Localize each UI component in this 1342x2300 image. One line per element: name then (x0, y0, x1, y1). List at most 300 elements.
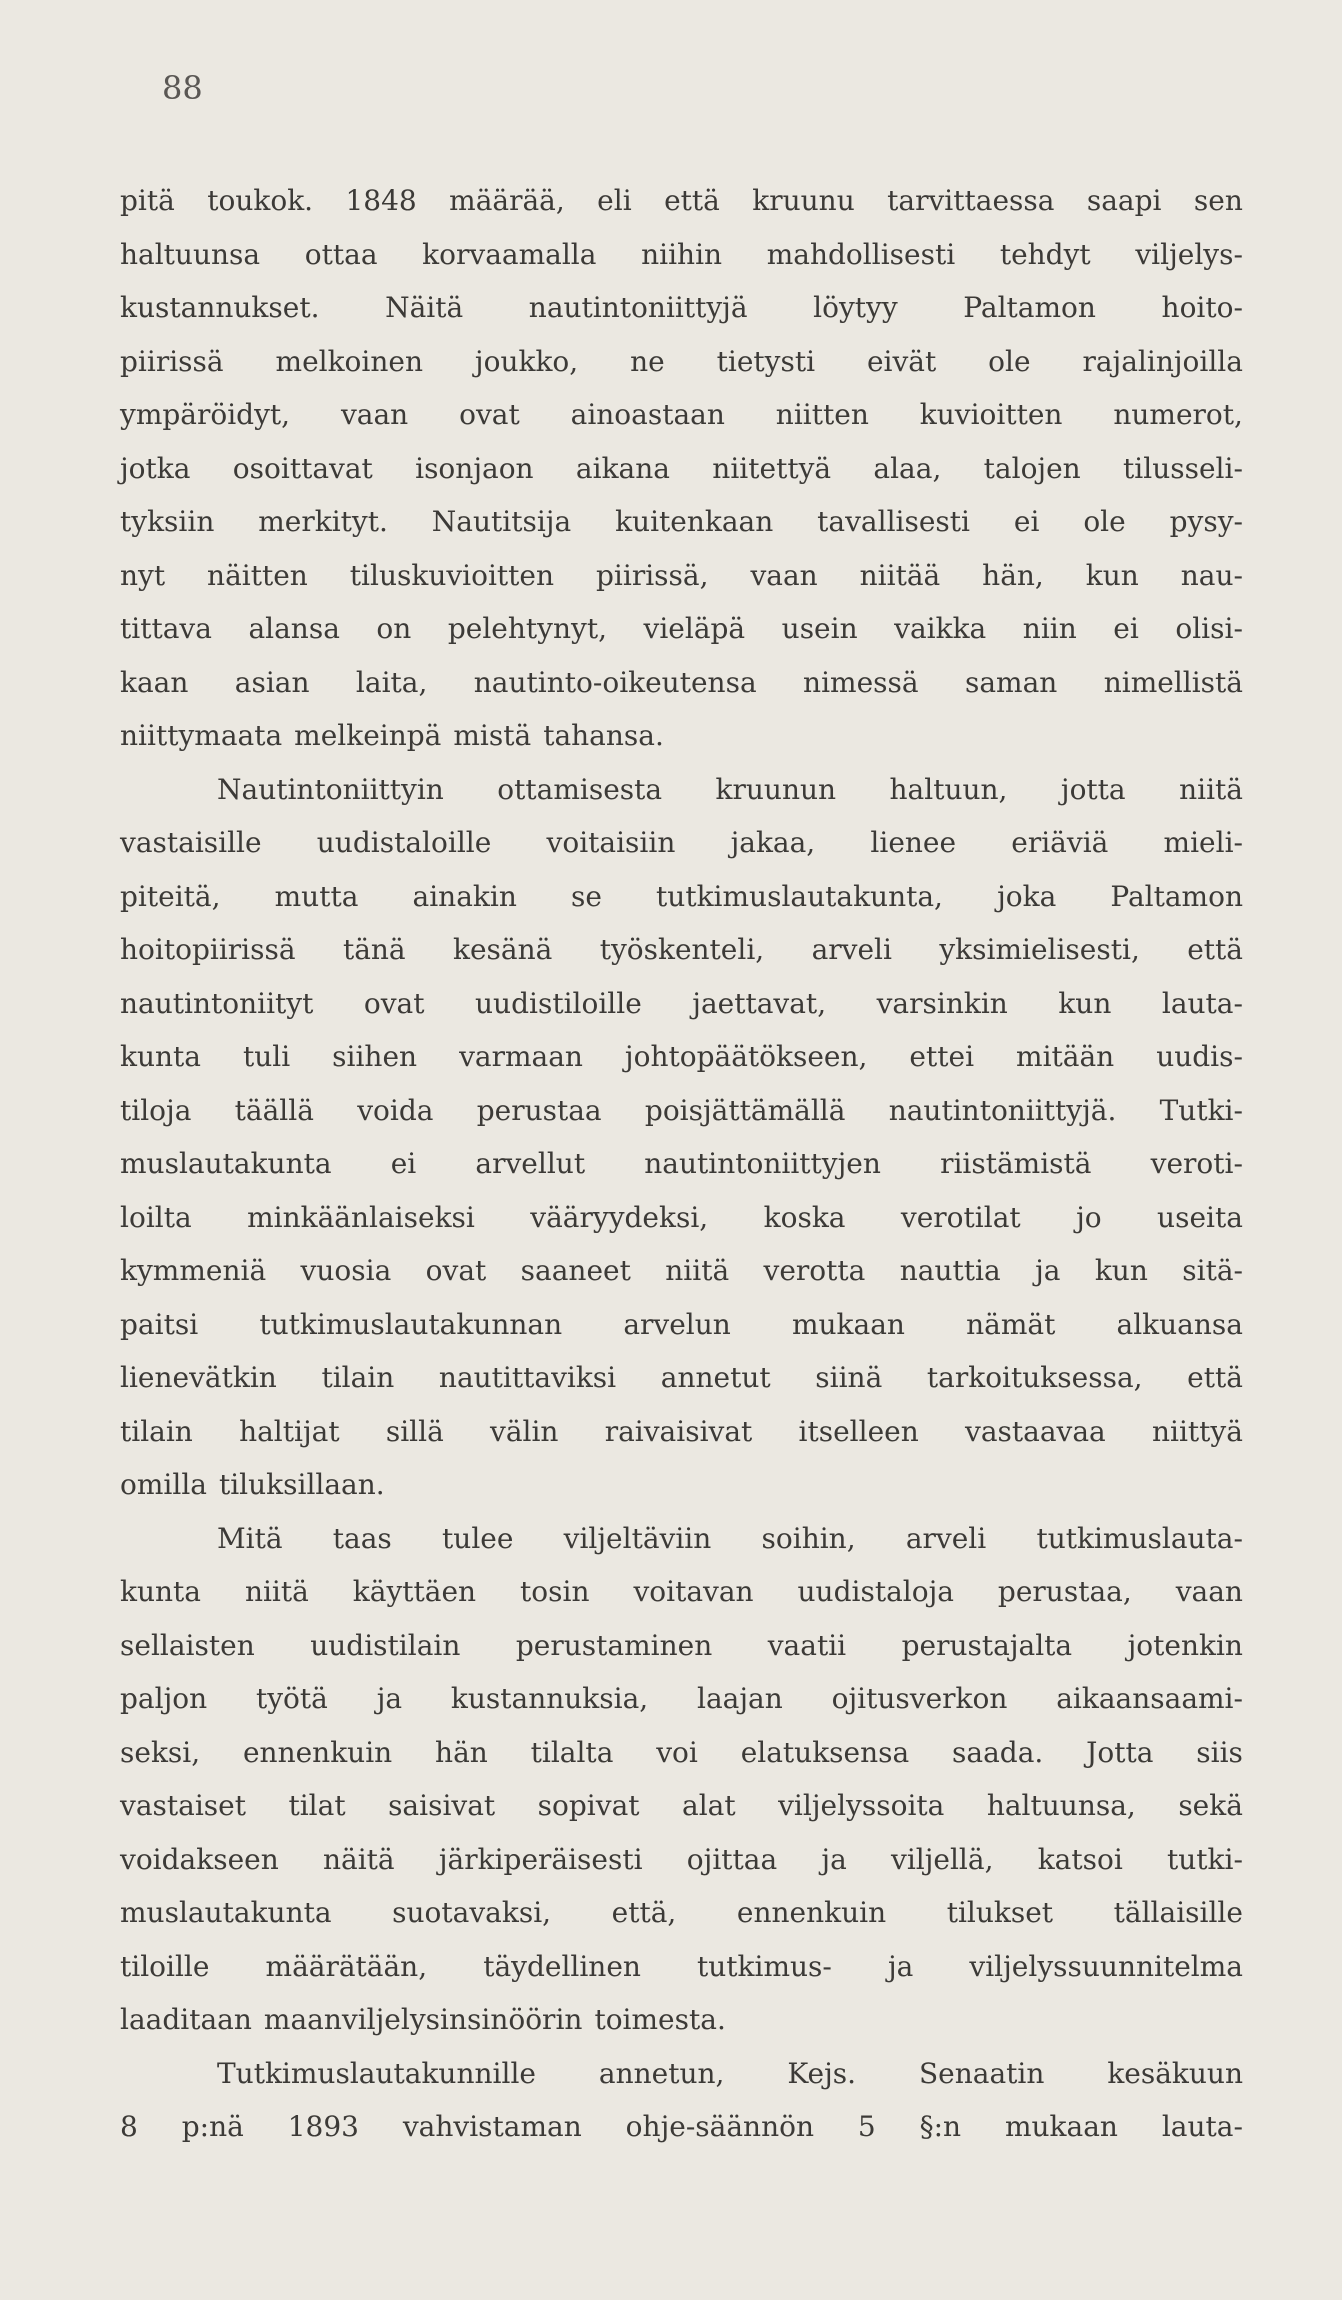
word: työtä (255, 1682, 328, 1715)
word: katsoi (1037, 1842, 1123, 1876)
word: 8 (120, 2110, 138, 2143)
text-line (120, 2100, 1243, 2154)
word: sen (1193, 184, 1243, 217)
word: tutkimus- (697, 1949, 832, 1983)
word: kustannukset. (120, 291, 320, 324)
word: nautinto-oikeutensa (473, 665, 757, 699)
word: saaneet (520, 1254, 631, 1287)
word: löytyy (813, 291, 898, 324)
word: nautintoniittyjen (644, 1147, 881, 1180)
word: nautittaviksi (438, 1361, 617, 1394)
word: voitaisiin (546, 826, 676, 859)
word: Nautintoniittyin (217, 772, 444, 806)
word: nimessä (803, 665, 919, 699)
text-line (120, 1030, 1243, 1084)
word: tehdyt (999, 237, 1091, 271)
word: aikaansaami- (1056, 1682, 1243, 1715)
text-line (120, 228, 1243, 282)
word: välin (490, 1414, 559, 1448)
text-line (120, 2047, 1243, 2101)
word: osoittavat (232, 451, 373, 485)
word: vieläpä (643, 612, 746, 645)
word: mutta (274, 879, 359, 913)
text-line (120, 1886, 1243, 1940)
word: käyttäen (352, 1575, 477, 1608)
word: kruunun (715, 772, 837, 806)
text-line (120, 1993, 1243, 2047)
text-line (120, 281, 1243, 335)
word: niittymaata (120, 719, 283, 752)
word: itselleen (798, 1414, 919, 1448)
word: nautintoniittyjä. (888, 1093, 1117, 1127)
word: lienee (870, 826, 957, 859)
word: Kejs. (787, 2056, 857, 2090)
word: joukko, (474, 344, 579, 378)
word: kaan (120, 665, 189, 699)
text-line (120, 1137, 1243, 1191)
word: vaan (750, 558, 818, 592)
word: eivät (866, 344, 937, 378)
word: alkuansa (1116, 1307, 1243, 1341)
word: määrätään, (265, 1949, 428, 1983)
word: tilain (120, 1414, 193, 1448)
word: nau- (1180, 558, 1243, 592)
word: 5 (857, 2110, 876, 2143)
word: varmaan (459, 1040, 583, 1073)
word: niittyä (1151, 1414, 1243, 1448)
word: muslautakunta (120, 1896, 332, 1929)
word: lauta- (1161, 2110, 1243, 2143)
word: niitten (775, 398, 869, 431)
word: ja (887, 1949, 914, 1983)
word: sekä (1178, 1789, 1243, 1822)
word: ennenkuin (736, 1896, 887, 1929)
word: mukaan (791, 1307, 905, 1341)
word: että (1187, 933, 1243, 966)
word: tilain (321, 1361, 395, 1394)
word: asian (234, 665, 310, 699)
word: melkoinen (275, 344, 424, 378)
text-line (120, 388, 1243, 442)
word: useita (1157, 1200, 1243, 1234)
word: perustaa, (997, 1575, 1132, 1608)
text-line (120, 1940, 1243, 1994)
word: aikana (575, 451, 670, 485)
word: arveli (811, 933, 892, 966)
word: hän (435, 1735, 488, 1769)
word: vääryydeksi, (530, 1200, 709, 1234)
word: nimellistä (1103, 665, 1243, 699)
word: uudistaloja (797, 1575, 954, 1608)
text-line (120, 1779, 1243, 1833)
word: mistä (453, 719, 532, 752)
word: uudistiloille (475, 986, 642, 1020)
word: ympäröidyt, (120, 398, 291, 431)
word: raivaisivat (604, 1414, 753, 1448)
word: mitään (1016, 1040, 1115, 1073)
word: jaettavat, (692, 986, 827, 1020)
word: vuosia (300, 1254, 392, 1287)
word: arvellut (475, 1147, 586, 1180)
word: tyksiin (120, 505, 215, 538)
word: alat (682, 1789, 736, 1822)
word: Mitä (217, 1521, 283, 1555)
word: tilukset (946, 1896, 1054, 1929)
word: saapi (1086, 184, 1162, 217)
word: viljelys- (1135, 237, 1243, 271)
word: toimesta. (594, 2003, 726, 2036)
text-line (120, 816, 1243, 870)
word: mukaan (1004, 2110, 1118, 2143)
word: ainoastaan (570, 398, 725, 431)
word: uudistaloille (316, 826, 492, 859)
word: 1893 (287, 2110, 359, 2143)
text-line (120, 1565, 1243, 1619)
word: vahvistaman (402, 2110, 582, 2143)
word: ja (821, 1842, 847, 1876)
word: johtopäätökseen, (624, 1040, 868, 1073)
word: laaditaan (120, 2003, 252, 2036)
word: arvelun (623, 1307, 731, 1341)
word: sitä- (1182, 1254, 1243, 1287)
word: piirissä (120, 344, 224, 378)
text-line (120, 1351, 1243, 1405)
word: mieli- (1163, 826, 1243, 859)
word: jotenkin (1127, 1628, 1243, 1662)
word: perustajalta (901, 1628, 1073, 1662)
word: ovat (363, 986, 425, 1020)
word: siinä (815, 1361, 883, 1394)
word: täällä (234, 1093, 314, 1127)
word: tavallisesti (817, 505, 971, 538)
word: vaan (1175, 1575, 1243, 1608)
word: ja (376, 1682, 403, 1715)
word: korvaamalla (422, 237, 597, 271)
word: ettei (909, 1040, 975, 1073)
word: vaikka (894, 612, 987, 645)
word: viljellä, (891, 1842, 994, 1876)
word: on (376, 612, 412, 645)
word: haltijat (239, 1414, 340, 1448)
word: uudistilain (310, 1628, 461, 1662)
word: §:n (919, 2110, 962, 2143)
word: tutkimuslauta- (1036, 1521, 1243, 1555)
word: kunta (120, 1575, 201, 1608)
word: ovat (459, 398, 520, 431)
word: numerot, (1113, 398, 1243, 431)
word: jo (1076, 1200, 1102, 1234)
text-line (120, 977, 1243, 1031)
body-text (120, 174, 1243, 2154)
word: nämät (966, 1307, 1056, 1341)
word: eriäviä (1011, 826, 1109, 859)
word: että (1187, 1361, 1243, 1394)
word: hoito- (1161, 291, 1243, 324)
word: niitä (244, 1575, 309, 1608)
text-line (120, 923, 1243, 977)
word: Tutki- (1159, 1093, 1243, 1127)
word: verotilat (900, 1200, 1021, 1234)
word: perustaa (476, 1093, 602, 1127)
word: alaa, (873, 451, 942, 485)
word: viljelyssoita (778, 1789, 945, 1822)
word: niitää (859, 558, 941, 592)
word: Jotta (1086, 1735, 1154, 1769)
word: tietysti (716, 344, 816, 378)
word: siis (1196, 1735, 1243, 1769)
word: ne (630, 344, 665, 378)
word: paljon (120, 1682, 208, 1715)
word: Paltamon (1110, 879, 1243, 913)
text-line (120, 1405, 1243, 1459)
word: niin (1022, 612, 1077, 645)
word: tiloja (120, 1093, 192, 1127)
word: laita, (355, 665, 428, 699)
word: täydellinen (483, 1949, 641, 1983)
text-line (120, 495, 1243, 549)
word: ole (988, 344, 1031, 378)
word: näitä (322, 1842, 395, 1876)
word: kesäkuun (1107, 2056, 1243, 2090)
word: ojitusverkon (831, 1682, 1008, 1715)
word: toukok. (207, 184, 314, 217)
word: olisi- (1175, 612, 1243, 645)
word: vastaiset (120, 1789, 246, 1822)
word: joka (997, 879, 1057, 913)
word: kymmeniä (120, 1254, 267, 1287)
word: muslautakunta (120, 1147, 332, 1180)
word: tutki- (1167, 1842, 1243, 1876)
word: tiloille (120, 1949, 210, 1983)
word: tiluksillaan. (218, 1468, 385, 1501)
word: paitsi (120, 1307, 199, 1341)
word: nauttia (899, 1254, 1001, 1287)
word: taas (332, 1521, 392, 1555)
word: viljeltäviin (563, 1521, 712, 1555)
word: eli (597, 184, 632, 217)
word: Tutkimuslautakunnille (217, 2056, 536, 2090)
word: piirissä, (595, 558, 709, 592)
word: tänä (342, 933, 406, 966)
word: suotavaksi, (392, 1896, 552, 1929)
word: kustannuksia, (450, 1682, 649, 1715)
word: annetut (660, 1361, 771, 1394)
word: ei (1013, 505, 1040, 538)
word: sopivat (537, 1789, 640, 1822)
word: melkeinpä (294, 719, 442, 752)
word: ei (1113, 612, 1139, 645)
word: määrää, (449, 184, 565, 217)
word: ojittaa (686, 1842, 778, 1876)
word: tosin (520, 1575, 590, 1608)
word: vastaavaa (965, 1414, 1106, 1448)
word: arveli (905, 1521, 987, 1555)
word: jakaa, (730, 826, 816, 859)
word: Paltamon (963, 291, 1096, 324)
word: verotta (763, 1254, 866, 1287)
word: Senaatin (918, 2056, 1045, 2090)
word: niitä (665, 1254, 730, 1287)
word: uudis- (1156, 1040, 1243, 1073)
word: sellaisten (120, 1628, 255, 1662)
word: tulee (442, 1521, 514, 1555)
word: laajan (697, 1682, 783, 1715)
word: haltuunsa, (986, 1789, 1136, 1822)
text-line (120, 1619, 1243, 1673)
word: lauta- (1161, 986, 1243, 1020)
text-line (120, 442, 1243, 496)
word: ottamisesta (497, 772, 663, 806)
word: ottaa (304, 237, 378, 271)
word: tällaisille (1113, 1896, 1243, 1929)
word: varsinkin (876, 986, 1008, 1020)
word: vastaisille (120, 826, 262, 859)
word: minkäänlaiseksi (247, 1200, 475, 1234)
word: riistämistä (940, 1147, 1092, 1180)
word: koska (763, 1200, 846, 1234)
text-line (120, 1672, 1243, 1726)
word: haltuunsa (120, 237, 261, 271)
word: saisivat (388, 1789, 496, 1822)
word: soihin, (761, 1521, 856, 1555)
word: niitettyä (712, 451, 832, 485)
word: kuvioitten (919, 398, 1063, 431)
word: se (570, 879, 602, 913)
text-line (120, 549, 1243, 603)
word: työskenteli, (599, 933, 765, 966)
word: yksimielisesti, (939, 933, 1140, 966)
word: tilusseli- (1123, 451, 1243, 485)
word: elatuksensa (740, 1735, 910, 1769)
word: voi (656, 1735, 698, 1769)
text-line (120, 870, 1243, 924)
text-line (120, 335, 1243, 389)
word: jotka (120, 451, 191, 485)
text-line (120, 1298, 1243, 1352)
word: tutkimuslautakunnan (259, 1307, 563, 1341)
word: talojen (983, 451, 1081, 485)
word: sillä (385, 1414, 444, 1448)
word: saada. (952, 1735, 1044, 1769)
word: seksi, (120, 1735, 201, 1769)
word: voida (357, 1093, 434, 1127)
text-line (120, 174, 1243, 228)
word: poisjättämällä (644, 1093, 846, 1127)
text-line (120, 763, 1243, 817)
text-line (120, 1191, 1243, 1245)
word: perustaminen (515, 1628, 713, 1662)
word: kruunu (752, 184, 855, 217)
text-line (120, 602, 1243, 656)
word: loilta (120, 1200, 192, 1234)
word: kun (1094, 1254, 1148, 1287)
page-number: 88 (162, 69, 203, 107)
word: tuli (242, 1040, 291, 1073)
word: nautintoniityt (120, 986, 314, 1020)
word: omilla (120, 1468, 207, 1501)
word: pelehtynyt, (447, 612, 607, 645)
text-line (120, 1244, 1243, 1298)
word: tarkoituksessa, (926, 1361, 1143, 1394)
word: p:nä (181, 2110, 244, 2143)
word: että (664, 184, 720, 217)
word: isonjaon (415, 451, 534, 485)
text-line (120, 1512, 1243, 1566)
word: tilalta (530, 1735, 614, 1769)
word: nautintoniittyjä (528, 291, 748, 324)
word: pysy- (1169, 505, 1243, 538)
word: pitä (120, 184, 175, 217)
word: siihen (332, 1040, 418, 1073)
word: hoitopiirissä (120, 933, 296, 966)
word: veroti- (1150, 1147, 1243, 1180)
word: tiluskuvioitten (349, 558, 555, 592)
word: tittava (120, 612, 212, 645)
word: rajalinjoilla (1082, 344, 1243, 378)
word: kesänä (452, 933, 553, 966)
word: niihin (641, 237, 723, 271)
word: voitavan (633, 1575, 754, 1608)
word: tilat (288, 1789, 346, 1822)
word: ole (1083, 505, 1126, 538)
text-line (120, 709, 1243, 763)
word: vaatii (767, 1628, 847, 1662)
word: jotta (1060, 772, 1126, 806)
word: että, (611, 1896, 677, 1929)
word: tutkimuslautakunta, (656, 879, 943, 913)
word: 1848 (345, 184, 417, 217)
text-line (120, 1458, 1243, 1512)
text-line (120, 656, 1243, 710)
word: kun (1058, 986, 1112, 1020)
word: kuitenkaan (615, 505, 774, 538)
word: alansa (248, 612, 340, 645)
word: ja (1035, 1254, 1061, 1287)
word: kun (1085, 558, 1139, 592)
word: merkityt. (258, 505, 388, 538)
word: ennenkuin (242, 1735, 393, 1769)
word: saman (964, 665, 1058, 699)
word: viljelyssuunnitelma (969, 1949, 1243, 1983)
word: niitä (1179, 772, 1243, 806)
word: kunta (120, 1040, 201, 1073)
word: Näitä (385, 291, 464, 324)
word: nyt (120, 558, 166, 592)
word: mahdollisesti (766, 237, 956, 271)
word: ainakin (412, 879, 517, 913)
word: näitten (207, 558, 308, 592)
word: ovat (425, 1254, 487, 1287)
word: maanviljelysinsinöörin (263, 2003, 583, 2036)
word: vaan (340, 398, 409, 431)
word: lienevätkin (120, 1361, 277, 1394)
text-line (120, 1084, 1243, 1138)
word: järkiperäisesti (438, 1842, 643, 1876)
word: tahansa. (543, 719, 664, 752)
word: piteitä, (120, 879, 221, 913)
word: tarvittaessa (887, 184, 1055, 217)
word: ohje-säännön (625, 2110, 814, 2143)
word: annetun, (598, 2056, 725, 2090)
text-line (120, 1726, 1243, 1780)
word: Nautitsija (431, 505, 572, 538)
word: voidakseen (120, 1842, 279, 1876)
word: ei (390, 1147, 417, 1180)
text-line (120, 1833, 1243, 1887)
word: hän, (982, 558, 1044, 592)
word: usein (781, 612, 858, 645)
word: haltuun, (889, 772, 1008, 806)
